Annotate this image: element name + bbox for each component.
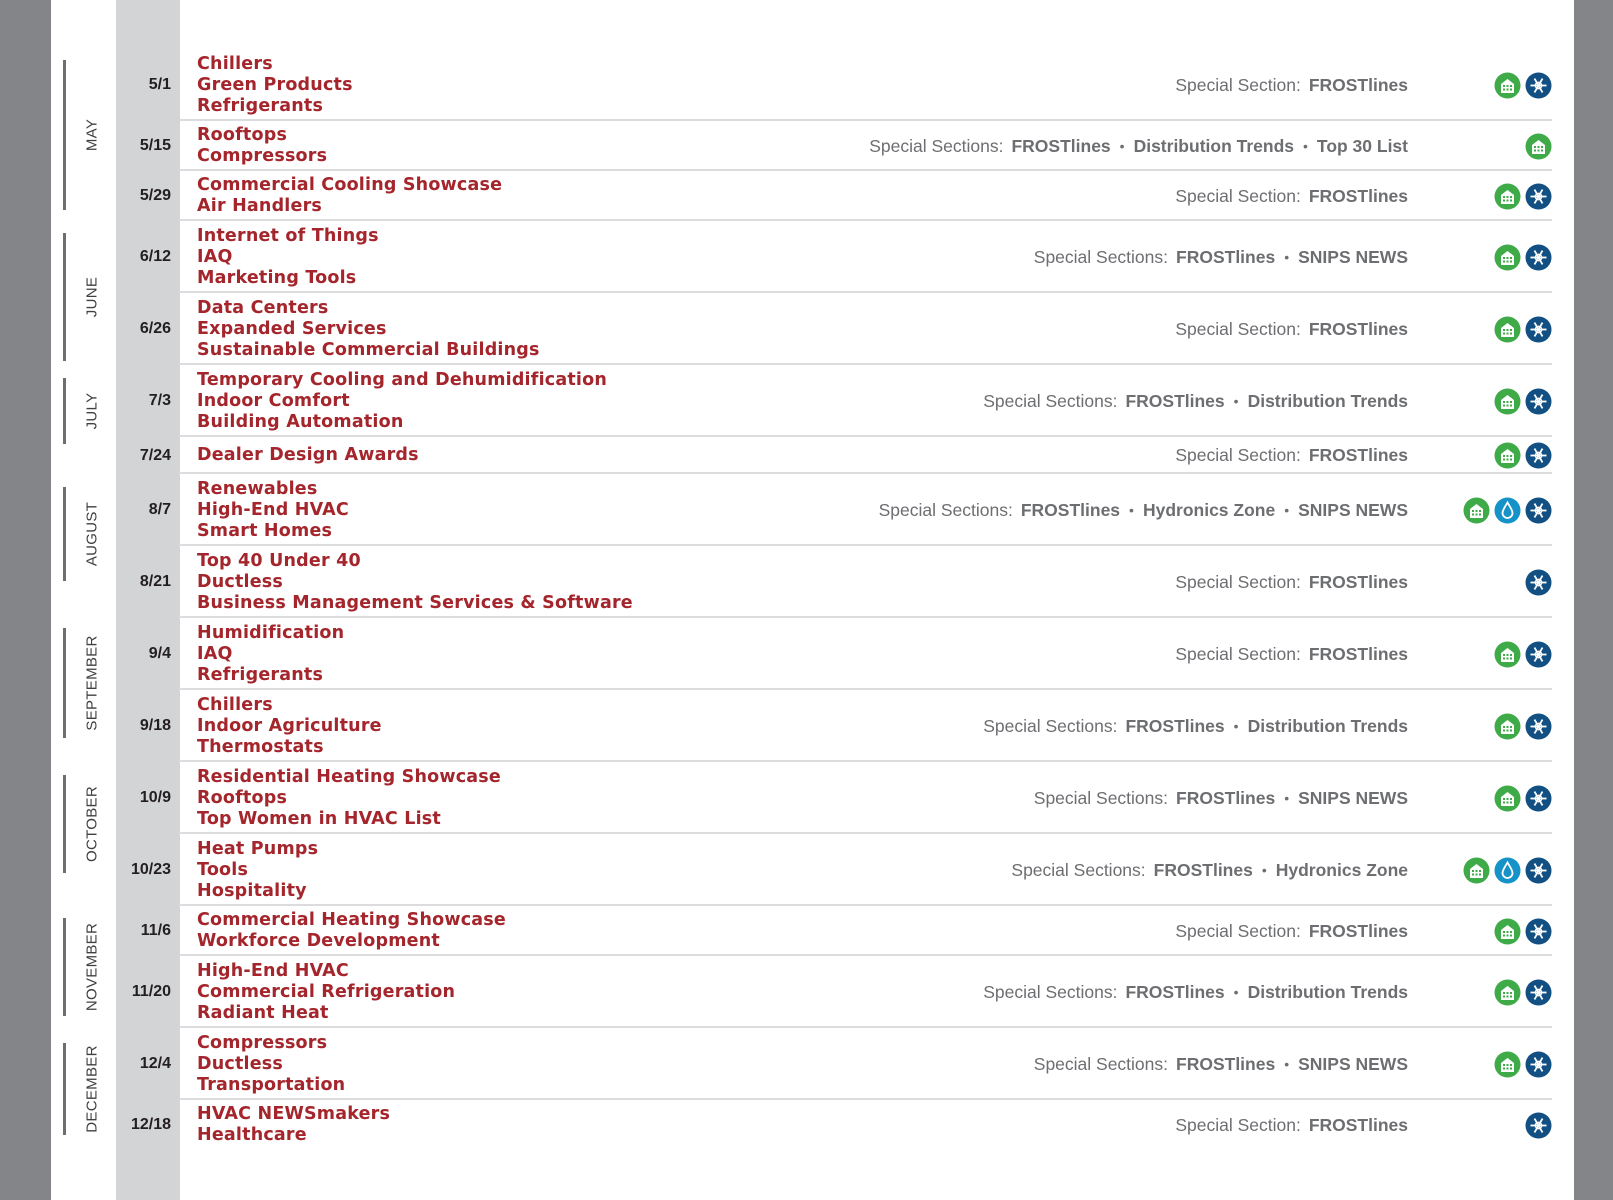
topic-list bbox=[197, 221, 379, 293]
special-sections-label: Special Section: bbox=[1175, 185, 1301, 206]
special-sections bbox=[1175, 1100, 1408, 1150]
topic-item: Chillers bbox=[197, 694, 273, 715]
special-sections bbox=[1011, 834, 1408, 906]
market-icons bbox=[1494, 293, 1552, 365]
special-section-name: SNIPS NEWS bbox=[1298, 1053, 1408, 1074]
special-section-name: SNIPS NEWS bbox=[1298, 246, 1408, 267]
issue-row bbox=[51, 365, 1552, 437]
snowflake-icon bbox=[1525, 641, 1552, 668]
market-icons bbox=[1494, 171, 1552, 221]
building-icon bbox=[1494, 1051, 1521, 1078]
topic-item: Business Management Services & Software bbox=[197, 592, 633, 613]
snowflake-icon bbox=[1525, 316, 1552, 343]
issue-date: 8/21 bbox=[139, 573, 171, 590]
special-section-name: SNIPS NEWS bbox=[1298, 787, 1408, 808]
special-section-name: Top 30 List bbox=[1316, 135, 1408, 156]
special-sections bbox=[1175, 618, 1408, 690]
topic-item: Commercial Heating Showcase bbox=[197, 910, 506, 930]
topic-item: HVAC NEWSmakers bbox=[197, 1104, 391, 1124]
topic-item: Renewables bbox=[197, 478, 318, 499]
topic-list bbox=[197, 1100, 390, 1150]
market-icons bbox=[1463, 474, 1552, 546]
building-icon bbox=[1494, 713, 1521, 740]
special-section-name: FROSTlines bbox=[1176, 246, 1276, 267]
snowflake-icon bbox=[1525, 497, 1552, 524]
bullet-separator: • bbox=[1284, 249, 1290, 265]
bullet-separator: • bbox=[1119, 138, 1125, 154]
topic-item: Hospitality bbox=[197, 880, 307, 901]
topic-list bbox=[197, 546, 633, 618]
topic-item: Radiant Heat bbox=[197, 1002, 329, 1023]
topic-list bbox=[197, 121, 327, 171]
building-icon bbox=[1494, 918, 1521, 945]
month-label: JULY bbox=[83, 392, 101, 430]
building-icon bbox=[1494, 442, 1521, 469]
special-sections bbox=[869, 121, 1408, 171]
market-icons bbox=[1494, 956, 1552, 1028]
issue-row bbox=[51, 1028, 1552, 1100]
special-sections-label: Special Section: bbox=[1175, 1114, 1301, 1135]
topic-item: IAQ bbox=[197, 643, 233, 664]
month-label: NOVEMBER bbox=[83, 922, 101, 1012]
special-sections-label: Special Section: bbox=[1175, 920, 1301, 941]
market-icons bbox=[1494, 1028, 1552, 1100]
topic-list bbox=[197, 762, 501, 834]
special-section-name: FROSTlines bbox=[1020, 499, 1121, 520]
snowflake-icon bbox=[1525, 388, 1552, 415]
special-section-name: FROSTlines bbox=[1308, 74, 1408, 95]
water-drop-icon bbox=[1494, 857, 1521, 884]
special-section-name: FROSTlines bbox=[1153, 859, 1253, 880]
topic-item: Healthcare bbox=[197, 1125, 307, 1145]
building-icon bbox=[1463, 857, 1490, 884]
building-icon bbox=[1525, 133, 1552, 160]
issue-date: 7/3 bbox=[148, 392, 171, 409]
topic-item: Residential Heating Showcase bbox=[197, 766, 501, 787]
special-sections bbox=[1034, 1028, 1408, 1100]
snowflake-icon bbox=[1525, 918, 1552, 945]
topic-list bbox=[197, 834, 318, 906]
topic-item: Humidification bbox=[197, 622, 345, 643]
topic-list bbox=[197, 618, 344, 690]
topic-item: Marketing Tools bbox=[197, 267, 357, 288]
building-icon bbox=[1494, 388, 1521, 415]
topic-item: High-End HVAC bbox=[197, 499, 349, 520]
topic-list bbox=[197, 293, 540, 365]
topic-item: Top Women in HVAC List bbox=[197, 808, 441, 829]
topic-item: Data Centers bbox=[197, 297, 329, 318]
issue-row bbox=[51, 118, 1552, 171]
snowflake-icon bbox=[1525, 244, 1552, 271]
special-sections-label: Special Sections: bbox=[1033, 1053, 1169, 1074]
special-section-name: FROSTlines bbox=[1308, 318, 1408, 339]
special-section-name: FROSTlines bbox=[1308, 643, 1408, 664]
topic-item: Rooftops bbox=[197, 125, 288, 145]
snowflake-icon bbox=[1525, 1051, 1552, 1078]
market-icons bbox=[1463, 834, 1552, 906]
topic-item: Expanded Services bbox=[197, 318, 387, 339]
special-section-name: FROSTlines bbox=[1308, 1114, 1408, 1135]
issue-row bbox=[51, 956, 1552, 1028]
snowflake-icon bbox=[1525, 72, 1552, 99]
topic-item: Tools bbox=[197, 859, 249, 880]
special-section-name: Hydronics Zone bbox=[1142, 499, 1276, 520]
topic-item: Heat Pumps bbox=[197, 838, 319, 859]
special-sections bbox=[1175, 906, 1408, 956]
topic-item: Refrigerants bbox=[197, 95, 324, 116]
bullet-separator: • bbox=[1261, 862, 1267, 878]
snowflake-icon bbox=[1525, 569, 1552, 596]
bullet-separator: • bbox=[1284, 1056, 1290, 1072]
market-icons bbox=[1525, 1100, 1552, 1150]
topic-list bbox=[197, 49, 353, 121]
building-icon bbox=[1494, 785, 1521, 812]
topic-item: Temporary Cooling and Dehumidification bbox=[197, 369, 607, 390]
special-sections-label: Special Section: bbox=[1175, 74, 1301, 95]
market-icons bbox=[1494, 365, 1552, 437]
issue-date: 5/1 bbox=[148, 76, 171, 93]
special-sections bbox=[1175, 171, 1408, 221]
building-icon bbox=[1463, 497, 1490, 524]
special-section-name: Distribution Trends bbox=[1247, 981, 1408, 1002]
issue-row bbox=[51, 906, 1552, 956]
snowflake-icon bbox=[1525, 1112, 1552, 1139]
special-sections bbox=[1175, 437, 1408, 474]
special-section-name: Hydronics Zone bbox=[1275, 859, 1408, 880]
topic-list bbox=[197, 690, 382, 762]
special-sections-label: Special Sections: bbox=[983, 390, 1118, 411]
month-label: JUNE bbox=[83, 276, 101, 318]
topic-item: Transportation bbox=[197, 1074, 346, 1095]
issue-date: 5/15 bbox=[139, 137, 171, 154]
topic-list bbox=[197, 437, 419, 474]
snowflake-icon bbox=[1525, 857, 1552, 884]
special-sections bbox=[1034, 221, 1408, 293]
issue-row bbox=[51, 1100, 1552, 1150]
issue-row bbox=[51, 437, 1552, 474]
special-section-name: FROSTlines bbox=[1308, 185, 1408, 206]
special-sections bbox=[983, 956, 1408, 1028]
special-section-name: FROSTlines bbox=[1011, 135, 1111, 156]
topic-list bbox=[197, 1028, 345, 1100]
issue-date: 6/12 bbox=[139, 248, 171, 265]
special-sections-label: Special Section: bbox=[1175, 445, 1301, 465]
building-icon bbox=[1494, 641, 1521, 668]
special-sections-label: Special Sections: bbox=[1033, 246, 1169, 267]
special-sections-label: Special Sections: bbox=[878, 499, 1013, 520]
topic-list bbox=[197, 906, 506, 956]
special-section-name: FROSTlines bbox=[1176, 1053, 1276, 1074]
special-section-name: FROSTlines bbox=[1308, 571, 1408, 592]
page bbox=[51, 0, 1574, 1200]
topic-item: Refrigerants bbox=[197, 664, 324, 685]
market-icons bbox=[1494, 906, 1552, 956]
issue-date: 9/4 bbox=[148, 645, 171, 662]
special-sections-label: Special Sections: bbox=[983, 981, 1118, 1002]
special-sections bbox=[983, 365, 1408, 437]
building-icon bbox=[1494, 244, 1521, 271]
special-sections-label: Special Sections: bbox=[1011, 859, 1146, 880]
bullet-separator: • bbox=[1129, 502, 1134, 518]
issue-row bbox=[51, 49, 1552, 121]
issue-date: 9/18 bbox=[139, 717, 171, 734]
special-sections-label: Special Section: bbox=[1175, 643, 1301, 664]
topic-item: Workforce Development bbox=[197, 931, 440, 951]
special-sections-label: Special Sections: bbox=[1033, 787, 1169, 808]
special-section-name: FROSTlines bbox=[1176, 787, 1276, 808]
special-sections-label: Special Sections: bbox=[983, 715, 1118, 736]
topic-item: Building Automation bbox=[197, 411, 404, 432]
building-icon bbox=[1494, 316, 1521, 343]
building-icon bbox=[1494, 72, 1521, 99]
topic-list bbox=[197, 171, 502, 221]
bullet-separator: • bbox=[1233, 718, 1239, 734]
topic-item: Ductless bbox=[197, 571, 284, 592]
topic-item: Green Products bbox=[197, 74, 353, 95]
market-icons bbox=[1494, 762, 1552, 834]
bullet-separator: • bbox=[1284, 502, 1290, 518]
snowflake-icon bbox=[1525, 713, 1552, 740]
topic-item: Ductless bbox=[197, 1053, 284, 1074]
special-section-name: FROSTlines bbox=[1125, 981, 1225, 1002]
topic-item: High-End HVAC bbox=[197, 960, 349, 981]
market-icons bbox=[1525, 121, 1552, 171]
snowflake-icon bbox=[1525, 979, 1552, 1006]
issue-row bbox=[51, 221, 1552, 293]
special-section-name: SNIPS NEWS bbox=[1298, 499, 1408, 520]
month-label: MAY bbox=[83, 118, 101, 152]
special-sections bbox=[879, 474, 1408, 546]
snowflake-icon bbox=[1525, 442, 1552, 469]
topic-item: Rooftops bbox=[197, 787, 288, 808]
market-icons bbox=[1494, 221, 1552, 293]
bullet-separator: • bbox=[1303, 138, 1308, 154]
special-sections bbox=[1034, 762, 1408, 834]
issue-date: 6/26 bbox=[139, 320, 171, 337]
issue-row bbox=[51, 834, 1552, 906]
issue-date: 11/6 bbox=[140, 922, 171, 939]
issue-row bbox=[51, 762, 1552, 834]
special-section-name: FROSTlines bbox=[1125, 390, 1225, 411]
topic-item: Indoor Agriculture bbox=[197, 715, 382, 736]
topic-item: Internet of Things bbox=[197, 225, 379, 246]
topic-item: Compressors bbox=[197, 1032, 328, 1053]
topic-item: Smart Homes bbox=[197, 520, 333, 541]
bullet-separator: • bbox=[1284, 790, 1290, 806]
special-sections bbox=[1175, 546, 1408, 618]
market-icons bbox=[1494, 49, 1552, 121]
month-label: SEPTEMBER bbox=[83, 635, 101, 731]
month-label: DECEMBER bbox=[83, 1045, 101, 1133]
bullet-separator: • bbox=[1233, 984, 1239, 1000]
issue-date: 5/29 bbox=[139, 187, 171, 204]
topic-item: Commercial Cooling Showcase bbox=[197, 175, 503, 195]
topic-item: Air Handlers bbox=[197, 196, 323, 216]
special-section-name: Distribution Trends bbox=[1247, 390, 1408, 411]
special-section-name: FROSTlines bbox=[1308, 920, 1408, 941]
issue-row bbox=[51, 293, 1552, 365]
issue-row bbox=[51, 546, 1552, 618]
special-sections-label: Special Sections: bbox=[869, 135, 1004, 156]
topic-item: Sustainable Commercial Buildings bbox=[197, 339, 540, 360]
issue-row bbox=[51, 171, 1552, 221]
topic-item: Dealer Design Awards bbox=[197, 445, 419, 465]
special-sections-label: Special Section: bbox=[1175, 318, 1301, 339]
building-icon bbox=[1494, 183, 1521, 210]
bullet-separator: • bbox=[1233, 393, 1239, 409]
topic-item: IAQ bbox=[197, 246, 233, 267]
topic-list bbox=[197, 956, 455, 1028]
topic-list bbox=[197, 474, 349, 546]
market-icons bbox=[1494, 690, 1552, 762]
issue-row bbox=[51, 690, 1552, 762]
market-icons bbox=[1494, 437, 1552, 474]
special-sections-label: Special Section: bbox=[1175, 571, 1301, 592]
issue-date: 8/7 bbox=[148, 501, 171, 518]
issue-row bbox=[51, 618, 1552, 690]
issue-row bbox=[51, 474, 1552, 546]
special-section-name: FROSTlines bbox=[1308, 445, 1408, 465]
snowflake-icon bbox=[1525, 183, 1552, 210]
topic-list bbox=[197, 365, 607, 437]
special-section-name: Distribution Trends bbox=[1133, 135, 1295, 156]
market-icons bbox=[1525, 546, 1552, 618]
issue-date: 12/18 bbox=[130, 1116, 171, 1133]
topic-item: Indoor Comfort bbox=[197, 390, 350, 411]
topic-item: Top 40 Under 40 bbox=[197, 550, 361, 571]
special-sections bbox=[1175, 293, 1408, 365]
month-label: AUGUST bbox=[83, 501, 101, 567]
snowflake-icon bbox=[1525, 785, 1552, 812]
special-sections bbox=[983, 690, 1408, 762]
month-label: OCTOBER bbox=[83, 785, 101, 863]
issue-date: 12/4 bbox=[139, 1055, 171, 1072]
water-drop-icon bbox=[1494, 497, 1521, 524]
issue-date: 11/20 bbox=[131, 983, 171, 1000]
topic-item: Commercial Refrigeration bbox=[197, 981, 456, 1002]
market-icons bbox=[1494, 618, 1552, 690]
topic-item: Chillers bbox=[197, 53, 273, 74]
issue-date: 7/24 bbox=[139, 446, 171, 464]
topic-item: Thermostats bbox=[197, 736, 324, 757]
building-icon bbox=[1494, 979, 1521, 1006]
issue-date: 10/9 bbox=[139, 789, 171, 806]
topic-item: Compressors bbox=[197, 146, 328, 166]
special-sections bbox=[1175, 49, 1408, 121]
special-section-name: FROSTlines bbox=[1125, 715, 1225, 736]
special-section-name: Distribution Trends bbox=[1247, 715, 1408, 736]
issue-date: 10/23 bbox=[130, 861, 171, 878]
